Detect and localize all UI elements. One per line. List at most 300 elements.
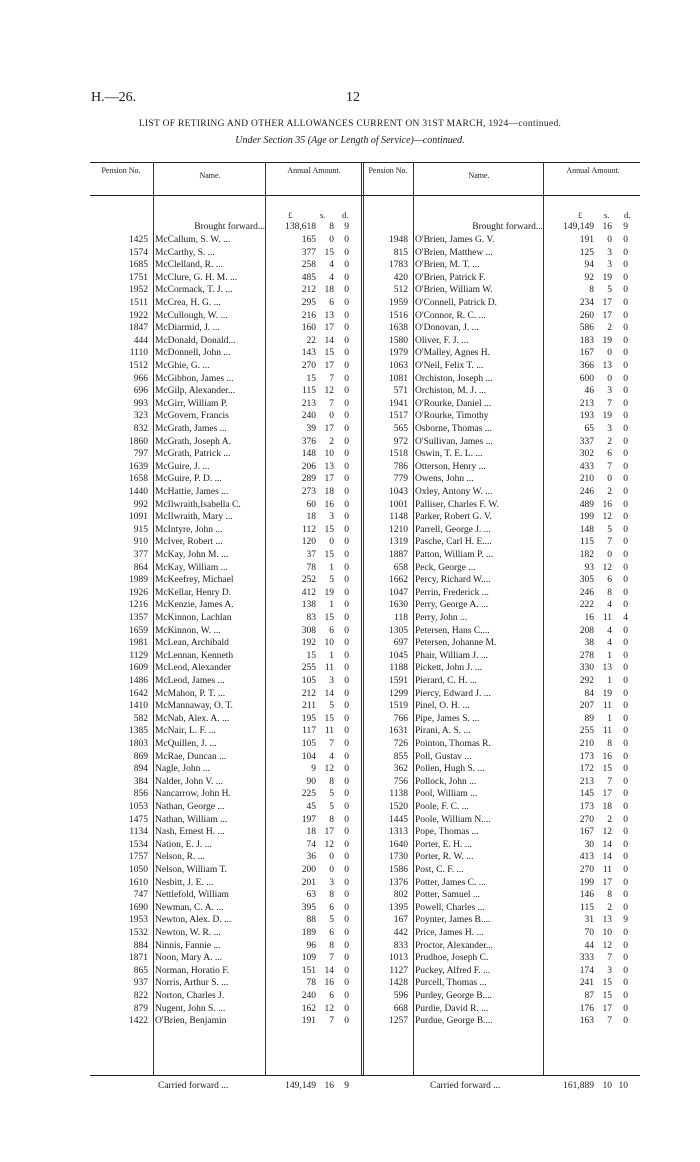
pension-number: 596 [393,991,408,1001]
amount-pence: 0 [344,260,349,271]
table-row [0,889,700,902]
pension-number: 1534 [129,839,148,850]
amount-shillings: 10 [324,638,334,649]
amount-shillings: 7 [607,398,612,409]
pension-number: 910 [133,537,148,548]
amount-pounds: 208 [579,625,594,636]
amount-pounds: 255 [301,663,316,674]
pension-number: 1989 [129,575,148,586]
amount-pence: 0 [344,298,349,308]
amount-pounds: 189 [301,928,316,938]
amount-pounds: 366 [579,361,594,371]
amount-pounds: 273 [301,487,316,497]
amount-pounds: 305 [579,575,594,586]
amount-pounds: 167 [579,827,594,838]
amount-pence: 0 [623,474,628,485]
table-row [0,247,700,260]
amount-shillings: 0 [329,411,334,422]
amount-shillings: 15 [324,524,334,535]
amount-shillings: 2 [607,436,612,447]
pension-number: 658 [393,562,408,573]
amount-pounds: 109 [301,953,316,964]
amount-pence: 0 [344,499,349,510]
amount-pounds: 90 [306,776,316,787]
amount-shillings: 5 [329,575,334,586]
pensioner-name: McNair, L. F. ... [155,726,216,737]
amount-pounds: 16 [584,613,594,623]
pension-number: 937 [133,978,148,989]
header-pension-left: Pension No. [101,166,141,175]
table-row [0,675,700,688]
amount-pence: 0 [344,776,349,787]
amount-shillings: 17 [324,424,334,434]
amount-shillings: 10 [324,449,334,460]
table-row [0,826,700,839]
left-carried-pence: 9 [344,1081,349,1091]
table-row [0,385,700,398]
pension-number: 1045 [389,650,408,661]
pensioner-name: McHattie, James ... [155,487,229,497]
amount-pence: 0 [344,310,349,321]
pension-number: 1981 [129,638,148,649]
right-carried-forward-label: Carried forward ... [430,1081,501,1091]
amount-shillings: 0 [607,373,612,384]
amount-pounds: 246 [579,487,594,497]
pensioner-name: McCormack, T. J. ... [155,285,233,296]
pensioner-name: Peck, George ... [415,562,476,573]
pensioner-name: Potter, James C. ... [415,877,486,888]
pensioner-name: McMahon, P. T. ... [155,688,226,699]
amount-shillings: 6 [329,928,334,938]
pension-number: 384 [133,776,148,787]
table-subtitle: Under Section 35 (Age or Length of Service)—continued. [235,135,465,146]
amount-pence: 0 [623,587,628,598]
pensioner-name: McGuire, J. ... [155,461,210,472]
pensioner-name: Price, James H. ... [415,928,484,938]
pension-number: 1081 [389,373,408,384]
amount-pence: 0 [344,688,349,699]
amount-pounds: 173 [579,751,594,762]
pence-label: d. [342,210,349,220]
amount-pounds: 89 [584,713,594,724]
pension-number: 1410 [129,701,148,712]
pensioner-name: O'Brien, Patrick F. [415,272,486,283]
amount-shillings: 6 [329,991,334,1001]
pension-number: 832 [133,424,148,434]
amount-pounds: 70 [584,928,594,938]
pension-number: 756 [393,776,408,787]
pension-number: 1860 [129,436,148,447]
amount-pence: 0 [344,600,349,611]
pension-number: 1013 [389,953,408,964]
amount-pence: 0 [623,940,628,951]
amount-pounds: 213 [301,398,316,409]
amount-shillings: 7 [329,739,334,749]
amount-pence: 0 [344,524,349,535]
pension-number: 1188 [389,663,408,674]
pensioner-name: Prudhoe, Joseph C. [415,953,489,964]
amount-shillings: 15 [602,764,612,775]
pension-number: 571 [393,386,408,397]
table-row [0,940,700,953]
amount-pence: 0 [344,789,349,800]
pension-number: 1948 [389,235,408,245]
pension-number: 1210 [389,524,408,535]
table-row [0,259,700,272]
pension-number: 894 [133,764,148,775]
amount-pence: 0 [344,827,349,838]
pensioner-name: Pollock, John ... [415,776,477,787]
pension-number: 442 [393,928,408,938]
amount-shillings: 0 [329,865,334,875]
amount-pence: 0 [623,537,628,548]
amount-shillings: 17 [324,474,334,485]
left-carried-forward-label: Carried forward ... [158,1081,229,1091]
amount-shillings: 16 [324,978,334,989]
table-row [0,410,700,423]
pensioner-name: McIver, Robert ... [155,537,223,548]
amount-shillings: 19 [602,272,612,283]
pension-number: 1630 [389,600,408,611]
amount-pence: 0 [344,902,349,913]
amount-shillings: 14 [324,688,334,699]
table-top-rule [90,162,640,163]
amount-shillings: 5 [329,701,334,712]
pensioner-name: Poll, Gustav ... [415,751,472,762]
pension-number: 1532 [129,928,148,938]
amount-pence: 0 [623,776,628,787]
amount-pounds: 60 [306,499,316,510]
table-row [0,902,700,915]
amount-pounds: 45 [306,802,316,812]
pensioner-name: McIntyre, John ... [155,524,223,535]
pensioner-name: McGrath, James ... [155,424,227,434]
amount-pounds: 201 [301,877,316,888]
amount-pence: 0 [344,852,349,863]
amount-pence: 0 [623,361,628,371]
amount-pounds: 234 [579,298,594,308]
amount-pence: 0 [344,487,349,497]
pensioner-name: McKeefrey, Michael [155,575,234,586]
pension-number: 797 [133,449,148,460]
table-row [0,977,700,990]
header-name-left: Name. [199,171,221,180]
amount-pounds: 46 [584,386,594,397]
amount-pounds: 84 [584,688,594,699]
pensioner-name: McLennan, Kenneth [155,650,234,661]
right-brought-forward [0,221,700,234]
amount-shillings: 16 [602,499,612,510]
amount-pounds: 412 [301,587,316,598]
pensioner-name: O'Rourke, Timothy [415,411,489,422]
amount-pence: 0 [623,461,628,472]
table-row [0,511,700,524]
pensioner-name: McGovern, Francis [155,411,229,422]
pensioner-name: Nettlefold, William [155,890,229,901]
amount-pence: 0 [344,739,349,749]
amount-pounds: 210 [579,739,594,749]
amount-shillings: 7 [607,461,612,472]
amount-shillings: 7 [607,953,612,964]
amount-pounds: 78 [306,978,316,989]
pensioner-name: Nation, E. J. ... [155,839,212,850]
amount-shillings: 11 [324,663,334,674]
amount-shillings: 13 [324,461,334,472]
pensioner-name: McDonald, Donald... [155,335,236,346]
pensioner-name: Perrin, Frederick ... [415,587,489,598]
amount-shillings: 4 [607,625,612,636]
pension-number: 444 [133,335,148,346]
pensioner-name: O'Rourke, Daniel ... [415,398,492,409]
pension-number: 1486 [129,676,148,686]
pound-label: £ [578,210,583,220]
amount-pounds: 93 [584,562,594,573]
pound-label: £ [288,210,293,220]
amount-shillings: 1 [607,676,612,686]
amount-pence: 0 [623,764,628,775]
pension-number: 1803 [129,739,148,749]
amount-pounds: 15 [306,650,316,661]
amount-pence: 4 [623,613,628,623]
amount-pounds: 112 [302,524,316,535]
pensioner-name: McKay, John M. ... [155,550,229,560]
pension-number: 1631 [389,726,408,737]
pensioner-name: Oliver, F. J. ... [415,335,469,346]
pension-number: 815 [393,247,408,258]
amount-shillings: 17 [602,789,612,800]
amount-pence: 0 [344,915,349,926]
amount-shillings: 3 [607,260,612,271]
amount-pounds: 18 [306,827,316,838]
amount-pounds: 193 [579,411,594,422]
pensioner-name: McKellar, Henry D. [155,587,232,598]
amount-pence: 0 [623,978,628,989]
pension-number: 512 [393,285,408,296]
left-carried-shillings: 16 [324,1081,334,1091]
amount-pence: 0 [344,638,349,649]
amount-pounds: 212 [301,688,316,699]
pensioner-name: Purdie, David R. ... [415,1003,489,1014]
amount-pence: 0 [344,726,349,737]
amount-pence: 0 [623,928,628,938]
amount-shillings: 5 [607,285,612,296]
amount-pence: 0 [623,235,628,245]
amount-pounds: 30 [584,839,594,850]
pension-number: 1520 [389,802,408,812]
amount-pence: 0 [623,524,628,535]
table-row [0,990,700,1003]
pensioner-name: McLeod, James ... [155,676,225,686]
amount-shillings: 17 [602,310,612,321]
amount-pence: 0 [344,562,349,573]
table-row [0,1003,700,1016]
amount-pounds: 65 [584,424,594,434]
table-row [0,398,700,411]
pensioner-name: Norman, Horatio F. [155,965,230,976]
table-row [0,461,700,474]
pension-number: 1376 [389,877,408,888]
pensioner-name: McLeod, Alexander [155,663,231,674]
pension-number: 1517 [389,411,408,422]
pensioner-name: Proctor, Alexander... [415,940,493,951]
amount-pounds: 600 [579,373,594,384]
amount-pounds: 199 [579,512,594,523]
amount-pounds: 222 [579,600,594,611]
amount-shillings: 11 [324,726,334,737]
table-row [0,322,700,335]
amount-pounds: 377 [301,247,316,258]
amount-pence: 0 [623,335,628,346]
amount-pounds: 295 [301,298,316,308]
amount-shillings: 11 [602,613,612,623]
pensioner-name: McLean, Archibald [155,638,229,649]
amount-shillings: 17 [602,877,612,888]
amount-pence: 0 [623,877,628,888]
amount-shillings: 8 [329,814,334,825]
table-row [0,952,700,965]
amount-pounds: 94 [584,260,594,271]
table-row [0,234,700,247]
pension-number: 1959 [389,298,408,308]
pension-number: 1134 [129,827,148,838]
amount-pence: 0 [623,575,628,586]
pension-number: 1053 [129,802,148,812]
amount-pounds: 148 [301,449,316,460]
amount-shillings: 6 [607,575,612,586]
amount-shillings: 19 [602,411,612,422]
amount-shillings: 12 [602,512,612,523]
table-row [0,499,700,512]
pensioner-name: McCarthy, S. ... [155,247,215,258]
table-row [0,763,700,776]
amount-pence: 0 [344,676,349,686]
amount-pence: 0 [623,436,628,447]
amount-pence: 0 [623,865,628,875]
pensioner-name: Ninnis, Fannie ... [155,940,221,951]
pensioner-name: McIlwraith,Isabella C. [155,499,241,510]
amount-pounds: 210 [579,474,594,485]
pensioner-name: Porter, E. H. ... [415,839,472,850]
amount-pence: 0 [623,285,628,296]
pensioner-name: Nathan, William ... [155,814,228,825]
left-carried-pounds: 149,149 [285,1081,316,1091]
pensioner-name: Newton, W. R. ... [155,928,221,938]
pension-number: 1110 [129,348,148,359]
amount-pence: 0 [344,550,349,560]
pensioner-name: O'Neil, Felix T. ... [415,361,484,371]
pensioner-name: Norton, Charles J. [155,991,225,1001]
amount-pounds: 240 [301,991,316,1001]
amount-pence: 0 [344,890,349,901]
pension-number: 747 [133,890,148,901]
amount-pence: 0 [623,965,628,976]
amount-shillings: 5 [329,789,334,800]
amount-pence: 0 [344,575,349,586]
pensioner-name: Poole, William N.... [415,814,491,825]
amount-pence: 0 [623,398,628,409]
amount-shillings: 0 [607,550,612,560]
table-row [0,662,700,675]
right-carried-pence: 10 [618,1081,628,1091]
amount-pence: 0 [344,1003,349,1014]
amount-pounds: 302 [579,449,594,460]
amount-pounds: 39 [306,424,316,434]
amount-pounds: 337 [579,436,594,447]
amount-shillings: 1 [329,562,334,573]
amount-pence: 0 [623,789,628,800]
pension-number: 915 [133,524,148,535]
amount-pounds: 216 [301,310,316,321]
pensioner-name: McRae, Duncan ... [155,751,227,762]
pension-number: 1519 [389,701,408,712]
amount-pence: 0 [344,865,349,875]
amount-pounds: 206 [301,461,316,472]
table-row [0,587,700,600]
pension-number: 992 [133,499,148,510]
table-row [0,1015,700,1028]
amount-pence: 0 [623,676,628,686]
amount-shillings: 7 [607,776,612,787]
table-title: LIST OF RETIRING AND OTHER ALLOWANCES CURRENT ON 31ST MARCH, 1924—continued. [138,119,562,129]
amount-pence: 0 [344,424,349,434]
amount-shillings: 14 [602,839,612,850]
amount-shillings: 15 [324,613,334,623]
amount-pence: 0 [344,751,349,762]
pensioner-name: McDiarmid, J. ... [155,323,220,334]
pensioner-name: Petersen, Johanne M. [415,638,497,649]
amount-pence: 0 [344,802,349,812]
amount-shillings: 0 [329,852,334,863]
amount-shillings: 0 [329,235,334,245]
pensioner-name: Pirani, A. S. ... [415,726,471,737]
pensioner-name: Pointon, Thomas R. [415,739,491,749]
amount-shillings: 17 [602,1003,612,1014]
amount-pounds: 246 [579,587,594,598]
amount-pence: 0 [623,424,628,434]
table-row [0,310,700,323]
pensioner-name: Oxley, Antony W. ... [415,487,493,497]
amount-pounds: 213 [579,398,594,409]
amount-pence: 0 [344,713,349,724]
pension-number: 766 [393,713,408,724]
amount-shillings: 17 [324,827,334,838]
amount-pence: 0 [344,1016,349,1027]
amount-shillings: 8 [329,940,334,951]
pension-number: 1516 [389,310,408,321]
table-row [0,738,700,751]
pensioner-name: Perry, George A. ... [415,600,489,611]
table-row [0,751,700,764]
pension-number: 1422 [129,1016,148,1027]
amount-pounds: 252 [301,575,316,586]
pension-number: 1511 [129,298,148,308]
pension-number: 362 [393,764,408,775]
pension-number: 420 [393,272,408,283]
table-row [0,700,700,713]
pension-number: 1757 [129,852,148,863]
amount-pounds: 333 [579,953,594,964]
amount-pence: 0 [344,965,349,976]
amount-shillings: 0 [607,235,612,245]
table-row [0,599,700,612]
amount-pence: 0 [344,537,349,548]
table-row [0,536,700,549]
pension-number: 993 [133,398,148,409]
pension-number: 582 [133,713,148,724]
pensioner-name: O'Brien, William W. [415,285,493,296]
pensioner-name: Nagle, John ... [155,764,210,775]
table-row [0,965,700,978]
